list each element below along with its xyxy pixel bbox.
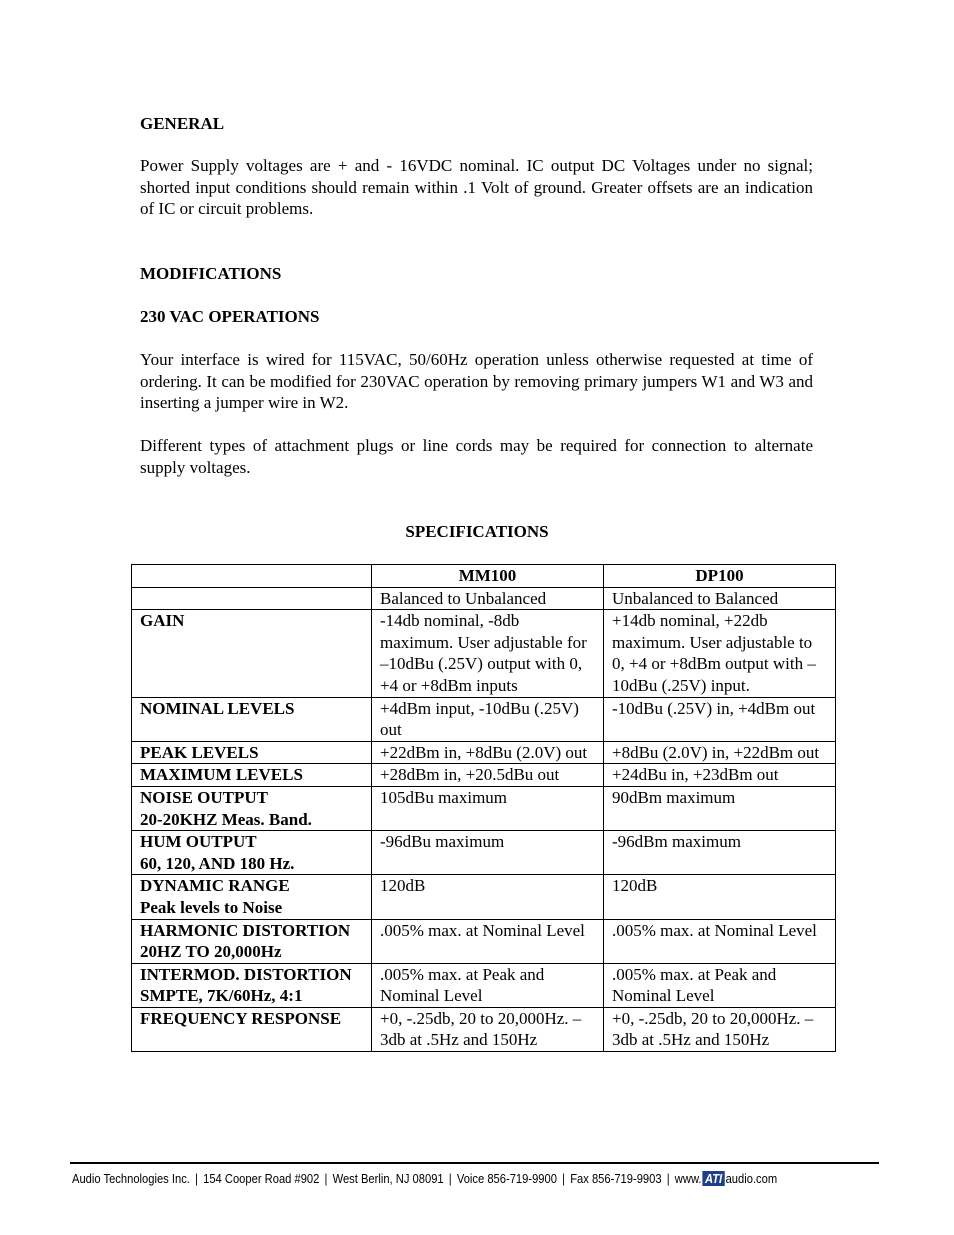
footer-web-suffix: audio.com (725, 1171, 778, 1186)
attachment-plugs-paragraph: Different types of attachment plugs or line cords may be required for connection to alternate supply voltages. (140, 436, 813, 477)
table-row (132, 919, 836, 963)
spec-value-mm100: -14db nominal, -8db maximum. User adjustable for –10dBu (.25V) output with 0, +4 or +8dBm inputs (372, 610, 604, 697)
spec-value-mm100: 120dB (372, 875, 604, 919)
ati-logo: ATI (702, 1171, 724, 1186)
header-cell-label (132, 565, 372, 588)
spec-label: GAIN (140, 611, 185, 631)
table-row (132, 610, 836, 697)
table-row (132, 963, 836, 1007)
spec-label: DYNAMIC RANGE (140, 876, 290, 896)
type-cell-dp100: Unbalanced to Balanced (604, 587, 836, 610)
header-cell-dp100: DP100 (604, 565, 836, 588)
spec-value-dp100: +8dBu (2.0V) in, +22dBm out (604, 741, 836, 764)
vac-operations-paragraph: Your interface is wired for 115VAC, 50/60Hz operation unless otherwise requested at time of ordering. It can be modified for 230VAC operation by removing primary jumpers W1 and W3 and inserting a jumper wire in W2. (140, 350, 813, 412)
table-row (132, 831, 836, 875)
footer-separator: | (666, 1171, 670, 1186)
spec-label: MAXIMUM LEVELS (140, 765, 303, 785)
footer-separator: | (562, 1171, 566, 1186)
footer-city: West Berlin, NJ 08091 (332, 1171, 444, 1186)
spec-value-dp100: -10dBu (.25V) in, +4dBm out (604, 697, 836, 741)
table-row (132, 697, 836, 741)
footer-separator: | (448, 1171, 452, 1186)
spec-value-mm100: 105dBu maximum (372, 786, 604, 830)
spec-sublabel: Peak levels to Noise (140, 897, 283, 917)
spec-label: INTERMOD. DISTORTION (140, 964, 352, 984)
spec-sublabel: 20-20KHZ Meas. Band. (140, 809, 312, 829)
spec-label: HARMONIC DISTORTION (140, 920, 351, 940)
spec-label-cell (132, 831, 372, 875)
table-row (132, 1007, 836, 1051)
spec-sublabel: 60, 120, AND 180 Hz. (140, 853, 295, 873)
spec-label-cell (132, 610, 372, 697)
table-header-row (132, 565, 836, 588)
modifications-heading: MODIFICATIONS (140, 264, 282, 283)
spec-label: FREQUENCY RESPONSE (140, 1008, 342, 1028)
type-cell-mm100: Balanced to Unbalanced (372, 587, 604, 610)
table-row (132, 741, 836, 764)
spec-value-mm100: +28dBm in, +20.5dBu out (372, 764, 604, 787)
spec-label: NOISE OUTPUT (140, 787, 268, 807)
spec-label: HUM OUTPUT (140, 832, 257, 852)
footer-company: Audio Technologies Inc. (72, 1171, 190, 1186)
spec-label-cell (132, 919, 372, 963)
footer-fax: Fax 856-719-9903 (570, 1171, 662, 1186)
spec-label: PEAK LEVELS (140, 742, 259, 762)
spec-sublabel: 20HZ TO 20,000Hz (140, 942, 282, 962)
footer-voice: Voice 856-719-9900 (456, 1171, 557, 1186)
spec-value-mm100: .005% max. at Nominal Level (372, 919, 604, 963)
specifications-title: SPECIFICATIONS (405, 522, 549, 541)
spec-value-dp100: -96dBm maximum (604, 831, 836, 875)
spec-value-mm100: -96dBu maximum (372, 831, 604, 875)
table-row (132, 764, 836, 787)
spec-value-dp100: 120dB (604, 875, 836, 919)
spec-label-cell (132, 697, 372, 741)
spec-value-dp100: +24dBu in, +23dBm out (604, 764, 836, 787)
type-cell-label (132, 587, 372, 610)
spec-label-cell (132, 786, 372, 830)
footer-web-prefix: www. (674, 1171, 702, 1186)
spec-value-mm100: .005% max. at Peak and Nominal Level (372, 963, 604, 1007)
spec-label-cell (132, 741, 372, 764)
spec-label: NOMINAL LEVELS (140, 698, 295, 718)
spec-value-dp100: +14db nominal, +22db maximum. User adjustable to 0, +4 or +8dBm output with –10dBu (.25V) input. (604, 610, 836, 697)
spec-sublabel: SMPTE, 7K/60Hz, 4:1 (140, 986, 303, 1006)
footer (72, 1170, 777, 1190)
spec-label-cell (132, 1007, 372, 1051)
spec-value-dp100: +0, -.25db, 20 to 20,000Hz. –3db at .5Hz and 150Hz (604, 1007, 836, 1051)
spec-label-cell (132, 963, 372, 1007)
footer-divider (70, 1162, 879, 1164)
spec-value-dp100: .005% max. at Peak and Nominal Level (604, 963, 836, 1007)
general-paragraph: Power Supply voltages are + and - 16VDC nominal. IC output DC Voltages under no signal; shorted input conditions should remain within .1 Volt of ground. Greater offsets are an indication of IC or circuit problems. (140, 156, 813, 218)
spec-value-mm100: +4dBm input, -10dBu (.25V) out (372, 697, 604, 741)
spec-label-cell (132, 875, 372, 919)
spec-value-dp100: .005% max. at Nominal Level (604, 919, 836, 963)
header-cell-mm100: MM100 (372, 565, 604, 588)
spec-value-dp100: 90dBm maximum (604, 786, 836, 830)
footer-separator: | (324, 1171, 328, 1186)
vac-operations-heading: 230 VAC OPERATIONS (140, 307, 320, 326)
table-row (132, 875, 836, 919)
footer-web[interactable] (675, 1171, 777, 1186)
spec-value-mm100: +0, -.25db, 20 to 20,000Hz. –3db at .5Hz and 150Hz (372, 1007, 604, 1051)
specifications-table (131, 564, 836, 1052)
footer-separator: | (195, 1171, 198, 1186)
spec-value-mm100: +22dBm in, +8dBu (2.0V) out (372, 741, 604, 764)
table-row-type (132, 587, 836, 610)
table-row (132, 786, 836, 830)
general-heading: GENERAL (140, 114, 225, 133)
spec-label-cell (132, 764, 372, 787)
footer-address: 154 Cooper Road #902 (203, 1171, 320, 1186)
